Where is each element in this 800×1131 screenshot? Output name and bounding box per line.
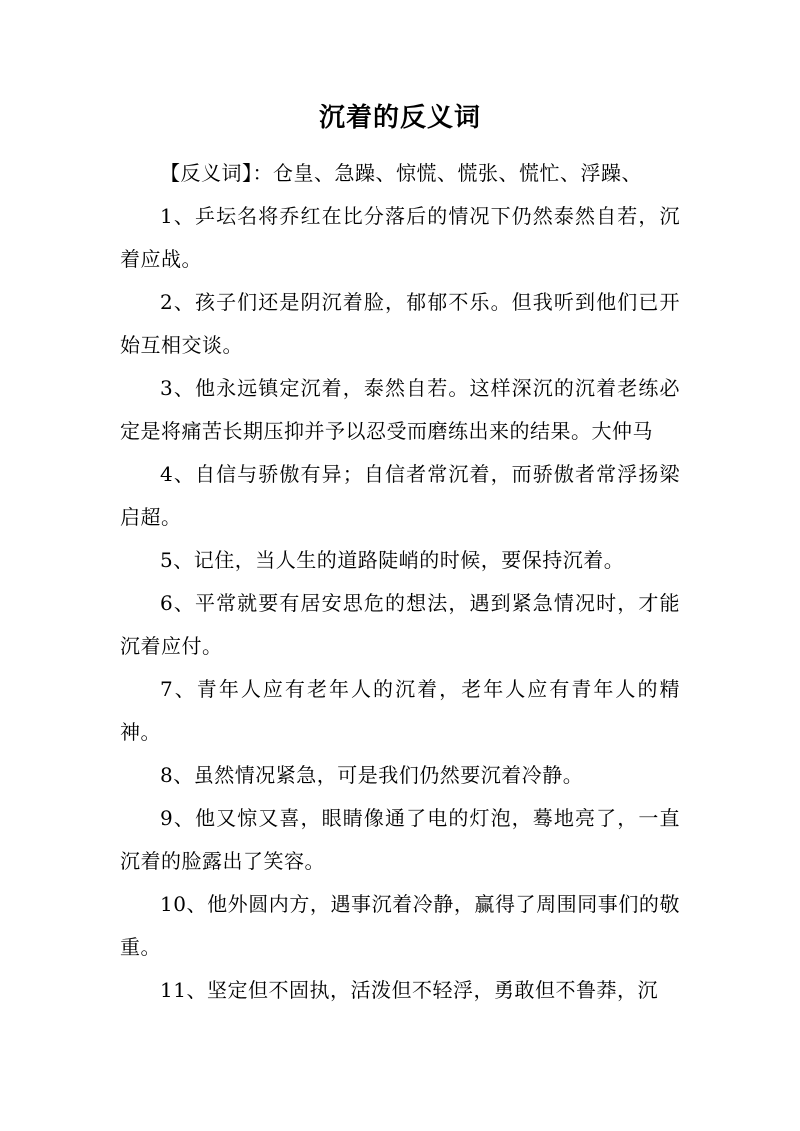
example-sentence-10: 10、他外圆内方，遇事沉着冷静，赢得了周围同事们的敬重。 bbox=[120, 892, 680, 959]
antonym-list-paragraph: 【反义词】：仓皇、急躁、惊慌、慌张、慌忙、浮躁、 bbox=[160, 161, 642, 185]
example-sentence-8: 8、虽然情况紧急，可是我们仍然要沉着冷静。 bbox=[160, 763, 584, 787]
example-sentence-2: 2、孩子们还是阴沉着脸，郁郁不乐。但我听到他们已开始互相交谈。 bbox=[120, 290, 680, 357]
example-sentence-1: 1、乒坛名将乔红在比分落后的情况下仍然泰然自若，沉着应战。 bbox=[120, 204, 680, 271]
document-title: 沉着的反义词 bbox=[318, 103, 481, 133]
example-sentence-7: 7、青年人应有老年人的沉着，老年人应有青年人的精神。 bbox=[120, 677, 680, 744]
example-sentence-11: 11、坚定但不固执，活泼但不轻浮，勇敢但不鲁莽，沉 bbox=[160, 978, 658, 1002]
example-sentence-4: 4、自信与骄傲有异；自信者常沉着，而骄傲者常浮扬梁启超。 bbox=[120, 462, 680, 529]
example-sentence-5: 5、记住，当人生的道路陡峭的时候，要保持沉着。 bbox=[160, 548, 625, 572]
example-sentence-3: 3、他永远镇定沉着，泰然自若。这样深沉的沉着老练必定是将痛苦长期压抑并予以忍受而磨练出来的结果。大仲马 bbox=[120, 376, 680, 443]
example-sentence-6: 6、平常就要有居安思危的想法，遇到紧急情况时，才能沉着应付。 bbox=[120, 591, 680, 658]
document-body bbox=[120, 152, 680, 1012]
example-sentence-9: 9、他又惊又喜，眼睛像通了电的灯泡，蓦地亮了，一直沉着的脸露出了笑容。 bbox=[120, 806, 680, 873]
